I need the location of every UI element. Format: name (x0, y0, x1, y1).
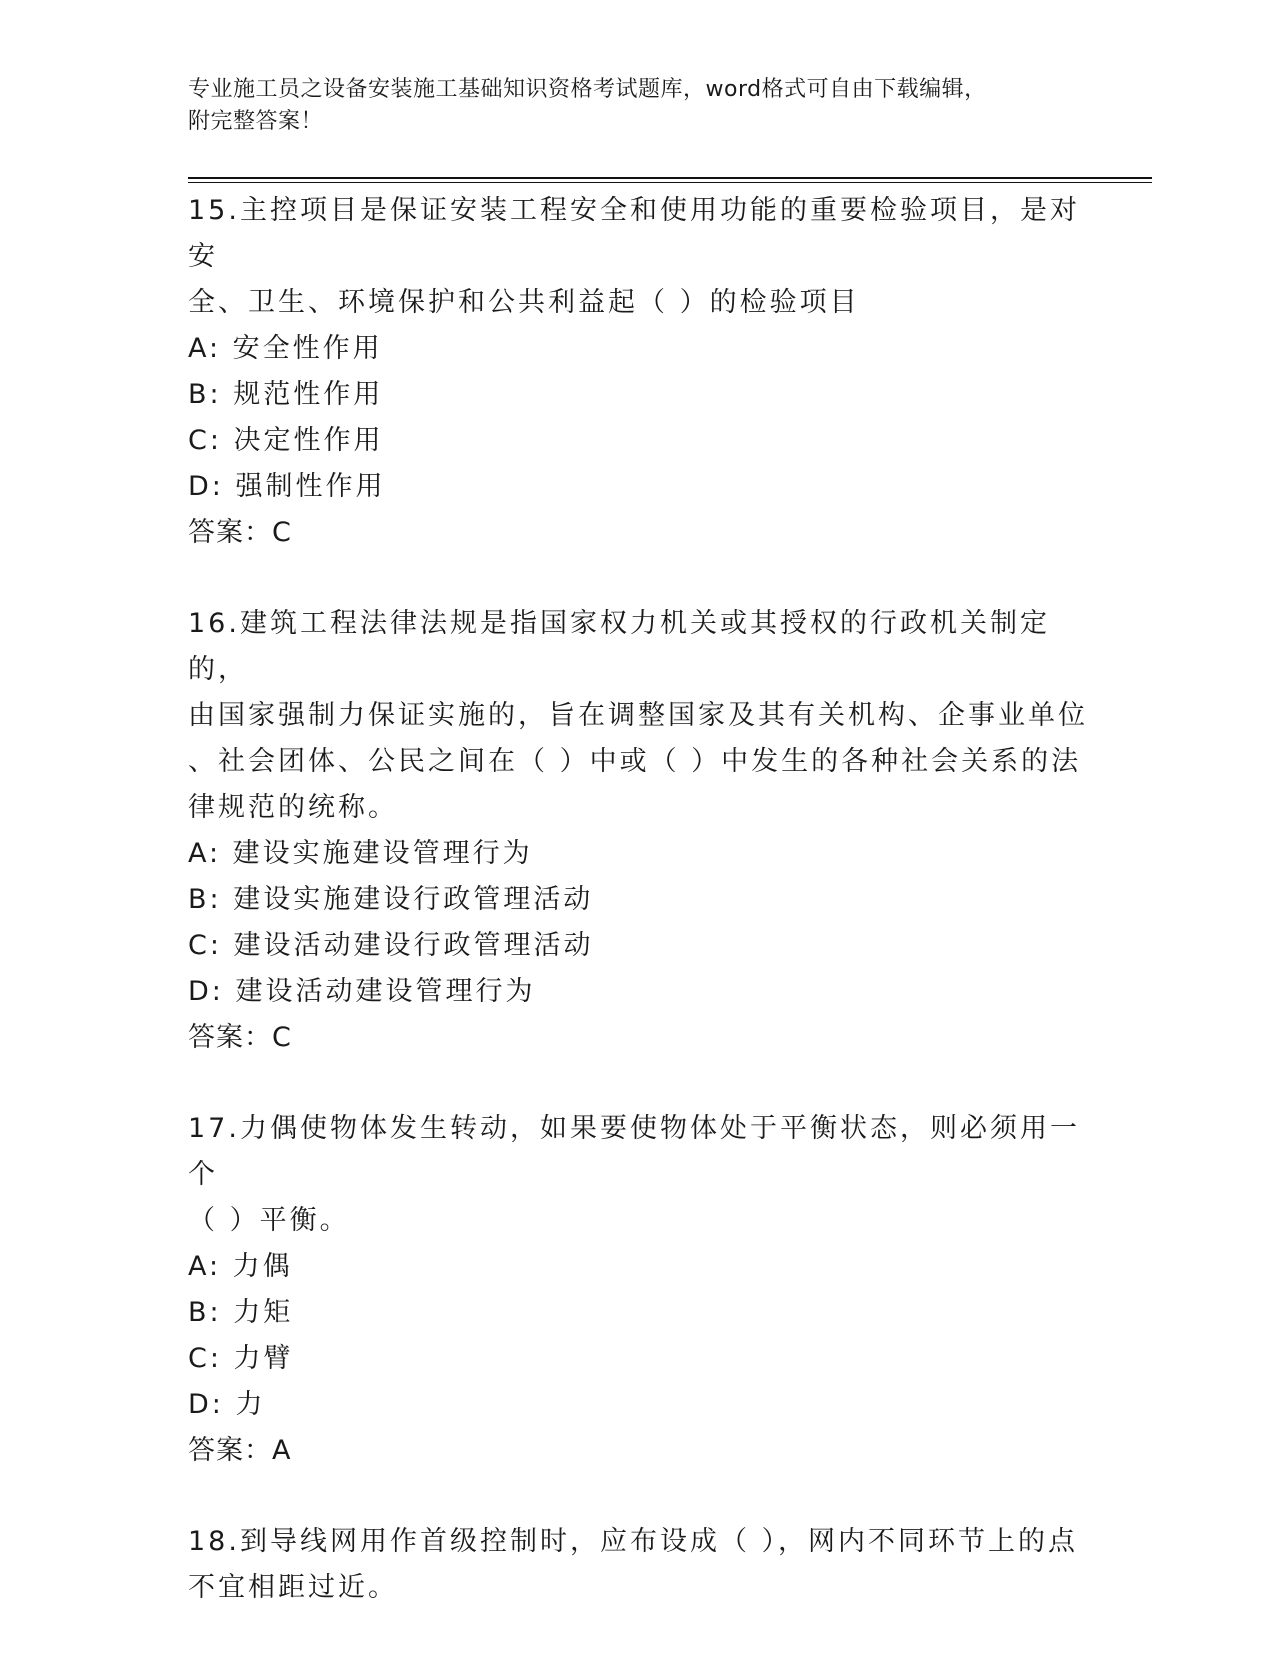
option-c: C: 力臂 (188, 1343, 294, 1374)
question-stem-line: 由国家强制力保证实施的，旨在调整国家及其有关机构、企事业单位 (188, 700, 1088, 731)
option-a: A: 力偶 (188, 1251, 293, 1282)
question-stem-line: 18.到导线网用作首级控制时，应布设成（ ），网内不同环节上的点 (188, 1526, 1079, 1557)
question-stem-line: （ ）平衡。 (188, 1205, 350, 1236)
question-18 (188, 1519, 1088, 1611)
question-stem-line: 全、卫生、环境保护和公共利益起（ ）的检验项目 (188, 287, 860, 318)
header-line-2: 附完整答案！ (188, 109, 324, 134)
option-c: C: 决定性作用 (188, 425, 384, 456)
header-divider-top (188, 177, 1152, 179)
document-header (188, 74, 1088, 138)
question-list (188, 188, 1088, 1656)
option-b: B: 规范性作用 (188, 379, 384, 410)
header-line-1: 专业施工员之设备安装施工基础知识资格考试题库，word格式可自由下载编辑， (188, 77, 987, 102)
option-d: D: 建设活动建设管理行为 (188, 976, 536, 1007)
answer-line: 答案：C (188, 517, 292, 548)
question-15 (188, 188, 1088, 556)
question-stem-line: 16.建筑工程法律法规是指国家权力机关或其授权的行政机关制定的， (188, 608, 1050, 685)
option-d: D: 强制性作用 (188, 471, 386, 502)
question-stem-line: 17.力偶使物体发生转动，如果要使物体处于平衡状态，则必须用一个 (188, 1113, 1080, 1190)
option-b: B: 建设实施建设行政管理活动 (188, 884, 594, 915)
header-divider-bottom (188, 182, 1152, 183)
question-16 (188, 601, 1088, 1061)
option-a: A: 建设实施建设管理行为 (188, 838, 533, 869)
question-17 (188, 1106, 1088, 1474)
option-c: C: 建设活动建设行政管理活动 (188, 930, 594, 961)
option-b: B: 力矩 (188, 1297, 294, 1328)
option-a: A: 安全性作用 (188, 333, 383, 364)
question-stem-line: 律规范的统称。 (188, 792, 398, 823)
question-stem-line: 不宜相距过近。 (188, 1572, 398, 1603)
question-stem-line: 、社会团体、公民之间在（ ）中或（ ）中发生的各种社会关系的法 (188, 746, 1082, 777)
option-d: D: 力 (188, 1389, 266, 1420)
answer-line: 答案：C (188, 1022, 292, 1053)
question-stem-line: 15.主控项目是保证安装工程安全和使用功能的重要检验项目，是对安 (188, 195, 1080, 272)
answer-line: 答案：A (188, 1435, 292, 1466)
